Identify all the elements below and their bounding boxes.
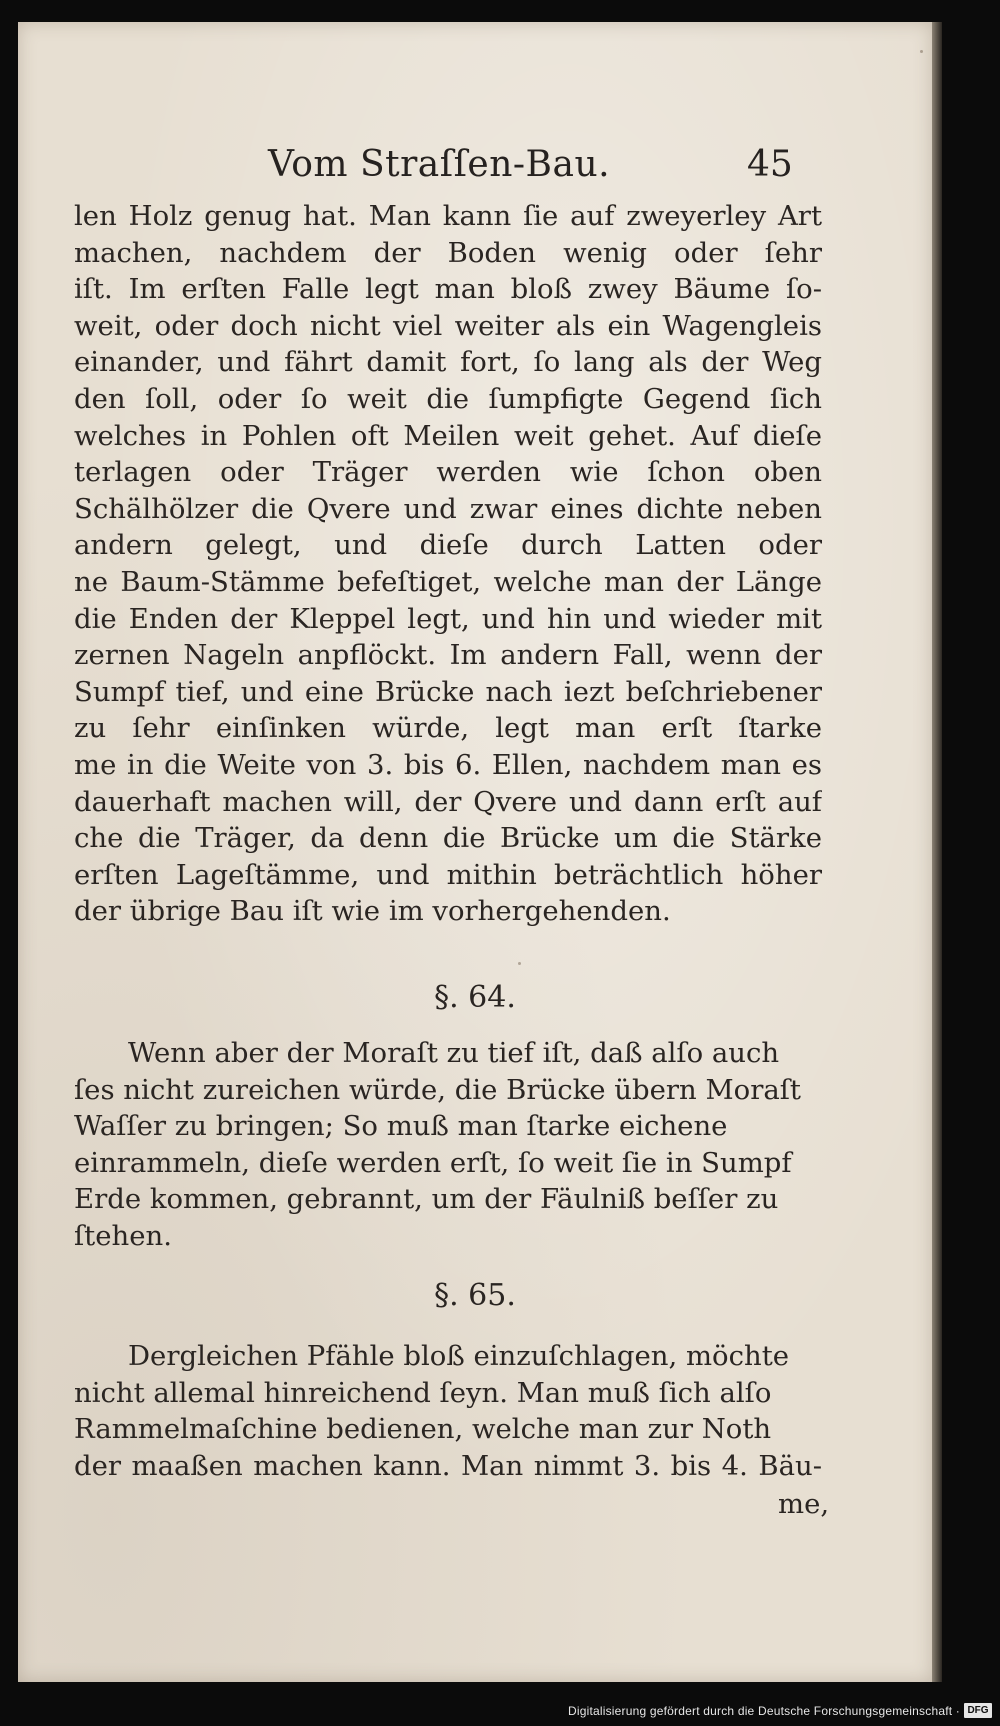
text-line: iſt. Im erſten Falle legt man bloß zwey Bäume ſo-: [74, 273, 822, 306]
text-line: Dergleichen Pfähle bloß einzuſchlagen, möchte: [128, 1340, 790, 1372]
book-page: [18, 22, 932, 1682]
digitization-footer: [0, 1697, 1000, 1726]
text-line: nicht allemal hinreichend ſeyn. Man muß ſich alſo: [74, 1376, 772, 1409]
catchword: me,: [778, 1488, 830, 1520]
text-line: Erde kommen, gebrannt, um der Fäulniß beſſer zu: [74, 1183, 779, 1216]
page-number: 45: [747, 144, 793, 185]
section-heading-65: §. 65.: [434, 1278, 516, 1313]
text-line: Waſſer zu bringen; So muß man ſtarke eichene: [74, 1110, 728, 1143]
text-line: zernen Nageln anpflöckt. Im andern Fall, wenn der: [74, 639, 822, 672]
text-line: ſes nicht zureichen würde, die Brücke übern Moraſt: [74, 1073, 801, 1106]
text-line: ſtehen.: [74, 1219, 172, 1252]
text-line: die Enden der Kleppel legt, und hin und wieder mit: [74, 602, 822, 635]
text-line: andern gelegt, und dieſe durch Latten oder: [74, 529, 822, 562]
text-line: ne Baum-Stämme befeſtiget, welche man der Länge: [74, 565, 822, 598]
text-line: dauerhaft machen will, der Qvere und dann erſt auf: [74, 785, 822, 818]
text-line: Schälhölzer die Qvere und zwar eines dichte neben: [74, 492, 822, 525]
text-line: me in die Weite von 3. bis 6. Ellen, nachdem man es: [74, 748, 822, 781]
running-head: Vom Straſſen-Bau.: [268, 144, 611, 185]
book-gutter-shadow: [932, 22, 942, 1682]
page-header: [18, 140, 932, 200]
text-line: terlagen oder Träger werden wie ſchon oben: [74, 456, 822, 489]
paper-speck: [920, 50, 923, 53]
funding-credit: Digitalisierung gefördert durch die Deutsche Forschungsgemeinschaft ·: [568, 1704, 960, 1718]
text-line: einander, und fährt damit fort, ſo lang als der Weg: [74, 346, 822, 379]
text-line: der übrige Bau iſt wie im vorhergehenden.: [74, 895, 671, 928]
text-line: welches in Pohlen oft Meilen weit gehet. Auf dieſe: [74, 419, 822, 452]
text-line: weit, oder doch nicht viel weiter als ein Wagengleis: [74, 309, 822, 342]
text-line: Rammelmaſchine bedienen, welche man zur Noth: [74, 1413, 772, 1446]
section-heading-64: §. 64.: [434, 980, 516, 1015]
text-line: Sumpf tief, und eine Brücke nach iezt beſchriebener: [74, 675, 822, 708]
text-line: che die Träger, da denn die Brücke um die Stärke: [74, 822, 822, 855]
text-line: zu ſehr einſinken würde, legt man erſt ſtarke: [74, 712, 822, 745]
text-line: der maaßen machen kann. Man nimmt 3. bis 4. Bäu-: [74, 1449, 822, 1482]
text-line: Wenn aber der Moraſt zu tief iſt, daß alſo auch: [128, 1037, 780, 1069]
paper-speck: [518, 962, 521, 965]
text-line: einrammeln, dieſe werden erſt, ſo weit ſie in Sumpf: [74, 1146, 792, 1179]
section-65-paragraph: [74, 1338, 822, 1484]
text-line: len Holz genug hat. Man kann ſie auf zweyerley Art: [74, 200, 822, 232]
section-64-paragraph: [74, 1035, 822, 1255]
paragraph-continuation: [74, 198, 822, 930]
dfg-logo: DFG: [964, 1703, 992, 1718]
text-line: machen, nachdem der Boden wenig oder ſehr: [74, 236, 822, 269]
text-line: erſten Lageſtämme, und mithin beträchtlich höher: [74, 858, 822, 891]
text-line: den ſoll, oder ſo weit die ſumpfigte Gegend ſich: [74, 382, 822, 415]
